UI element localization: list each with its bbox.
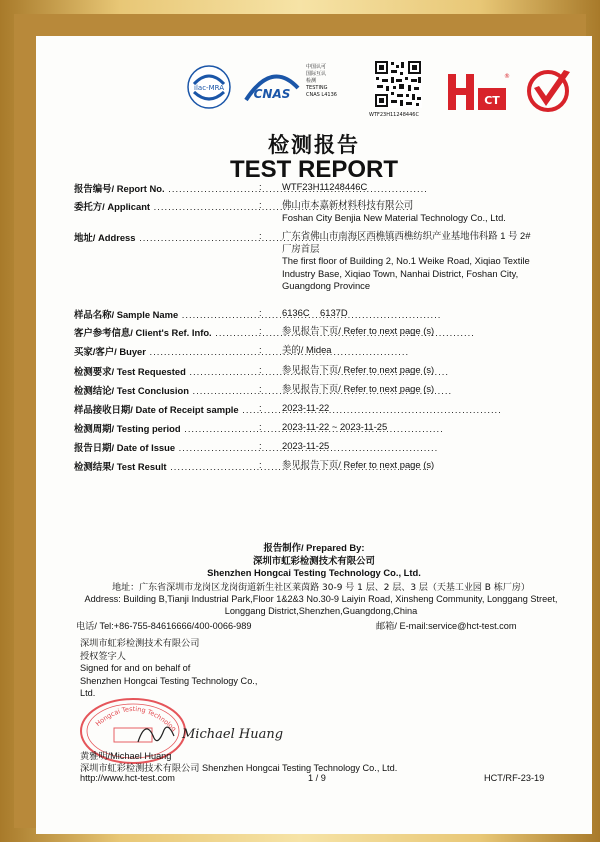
cnas-logo bbox=[242, 66, 302, 110]
field-value: 参见报告下页/ Refer to next page (s) bbox=[282, 325, 435, 336]
logo-bar bbox=[36, 56, 592, 136]
field-value: 佛山市本嘉新材料科技有限公司 Foshan City Benjia New Material Technology Co., Ltd. bbox=[282, 199, 506, 223]
prepared-heading: 报告制作/ Prepared By: bbox=[263, 542, 365, 553]
field-label: 样品名称/ Sample Name ..... bbox=[74, 307, 259, 321]
cnas-accreditation-text: 中国认可 国际互认 检测 TESTING CNAS L4136 bbox=[306, 64, 337, 98]
field-label: 报告日期/ Date of Issue ..... bbox=[74, 440, 259, 454]
title-chinese: 检测报告 bbox=[268, 133, 360, 157]
field-value: 2023-11-25 bbox=[282, 440, 330, 451]
prepared-company-en: Shenzhen Hongcai Testing Technology Co., Ltd. bbox=[207, 567, 421, 578]
prepared-by-block bbox=[36, 542, 592, 580]
signatory-company-line: 深圳市虹彩检测技术有限公司 Shenzhen Hongcai Testing Technology Co., Ltd. bbox=[80, 763, 398, 773]
contact-email[interactable]: 邮箱/ E-mail:service@hct-test.com bbox=[376, 621, 517, 631]
contact-phone: 电话/ Tel:+86-755-84616666/400-0066-989 bbox=[76, 621, 252, 631]
field-label: 客户参考信息/ Client's Ref. Info. ..... bbox=[74, 325, 259, 339]
field-label: 检测周期/ Testing period ..... bbox=[74, 421, 259, 435]
prepared-address-en: Address: Building B,Tianji Industrial Park,Floor 1&2&3 No.30-9 Laiyin Road, Xinsheng Community, Longgang Street, Longgang District,Shenzhen,Guangdong,China bbox=[84, 594, 558, 616]
signatory-name: 黄雅明/Michael Huang bbox=[80, 751, 172, 761]
svg-text:®: ® bbox=[504, 73, 510, 80]
field-label: 检测要求/ Test Requested ..... bbox=[74, 364, 259, 378]
footer-page-number: 1 / 9 bbox=[308, 773, 326, 783]
signatory-block bbox=[80, 637, 257, 700]
ilac-mra-logo bbox=[186, 64, 232, 110]
svg-text:CNAS: CNAS bbox=[253, 87, 291, 101]
field-value: 参见报告下页/ Refer to next page (s) bbox=[282, 364, 435, 375]
field-label: 买家/客户/ Buyer ..... bbox=[74, 344, 259, 358]
footer-url[interactable]: http://www.hct-test.com bbox=[80, 773, 175, 783]
svg-text:ilac-MRA: ilac-MRA bbox=[194, 84, 224, 92]
report-page: ilac-MRA CNAS 中国认可 国际互认 检测 TESTING CNAS L4136 WTF23H11248446C CT ® 检测报告 TEST REPORT 报告编号/ Report No. ..... : WTF23H11248446C 委托方/ Applicant ..... : 佛山市本嘉新材料科技有限公司 Foshan City Benjia New Material Technology Co., Ltd. 地址/ Address ..... : 广东省佛山市南海区西樵镇西樵纺织产业基地伟科路 1 号 2# 厂房首层 The first floor of Building 2, No.1 Weike Road, Xiqiao Textile Industry Base, Xiqiao Town, Nanhai District, Foshan City, Guangdong Province 样品名称/ Sample Name ..... : 6136C 6137D 客户参考信息/ Client's Ref. Info. ..... : 参见报告下页/ Refer to next page (s) 买家/客户/ Buyer ..... : 美的/ Midea 检测要求/ Test Requested ..... : 参见报告下页/ Refer to next page (s) 检测结论/ Test Conclusion ..... : 参见报告下页/ Refer to next page (s) 样品接收日期/ Date of Receipt sample ..... : 2023-11-22 检测周期/ Testing period ..... : 2023-11-22 ~ 2023-11-25 报告日期/ Date of Issue ..... : 2023-11-25 检测结果/ Test Result ..... : 参见报告下页/ Refer to next page (s) 报告制作/ Prepared By: 深圳市虹彩检测技术有限公司 Shenzhen Hongcai Testing Technology Co., Ltd. 地址：广东省深圳市龙岗区龙岗街道新生社区莱茵路 30-9 号 1 层、2 层、3 层（天基工业园 B 栋厂房） Address: Building B,Tianji Industrial Park,Floor 1&2&3 No.30-9 Laiyin Road, Xinsheng Community, Longgang Street, Longgang District,Shenzhen,Guangdong,China 电话/ Tel:+86-755-84616666/400-0066-989 邮箱/ E-mail:service@hct-test.com 深圳市虹彩检测技术有限公司 授权签字人 Signed for and on behalf of Shenzhen Hongcai Testing Technology Co., Ltd. Hongcai Testing Technolog Michael Huang 黄雅明/Michael Huang 深圳市虹彩检测技术有限公司 Shenzhen Hongcai Testing Technology Co., Ltd. http://www.hct-test.com 1 / 9 HCT/RF-23-19 bbox=[36, 36, 592, 834]
field-label: 检测结论/ Test Conclusion ..... bbox=[74, 383, 259, 397]
svg-text:Hongcai Testing Technology: Hongcai Testing Technolog bbox=[94, 704, 178, 734]
signatory-behalf-line: Signed for and on behalf of bbox=[80, 663, 191, 673]
prepared-company-cn: 深圳市虹彩检测技术有限公司 bbox=[253, 554, 375, 566]
field-value: 广东省佛山市南海区西樵镇西樵纺织产业基地伟科路 1 号 2# 厂房首层 The first floor of Building 2, No.1 Weike Road, Xiqiao Textile Industry Base, Xiqiao Town, Nanhai District, Foshan City, Guangdong Province bbox=[282, 230, 531, 291]
qr-caption: WTF23H11248446C bbox=[369, 112, 419, 118]
title-english: TEST REPORT bbox=[229, 156, 398, 183]
signatory-company-en: Shenzhen Hongcai Testing Technology Co., bbox=[80, 675, 258, 686]
footer-form-number: HCT/RF-23-19 bbox=[484, 773, 545, 783]
hct-check-logo bbox=[524, 66, 572, 114]
signatory-company-en-suffix: Ltd. bbox=[80, 688, 96, 698]
field-value: 2023-11-22 ~ 2023-11-25 bbox=[282, 421, 388, 432]
field-value: 参见报告下页/ Refer to next page (s) bbox=[282, 459, 435, 470]
field-value: WTF23H11248446C bbox=[282, 181, 368, 192]
field-label: 地址/ Address ..... bbox=[74, 230, 259, 244]
field-value: 美的/ Midea bbox=[282, 344, 332, 355]
frame-inner bbox=[14, 14, 586, 828]
field-label: 样品接收日期/ Date of Receipt sample ..... bbox=[74, 402, 259, 416]
field-value: 参见报告下页/ Refer to next page (s) bbox=[282, 383, 435, 394]
signatory-role-cn: 授权签字人 bbox=[80, 650, 126, 661]
svg-text:CT: CT bbox=[484, 94, 500, 107]
prepared-address-cn: 地址：广东省深圳市龙岗区龙岗街道新生社区莱茵路 30-9 号 1 层、2 层、3 层（天基工业园 B 栋厂房） bbox=[112, 583, 530, 593]
field-label: 检测结果/ Test Result ..... bbox=[74, 459, 259, 473]
signatory-company-cn: 深圳市虹彩检测技术有限公司 bbox=[80, 638, 200, 648]
qr-code[interactable] bbox=[374, 60, 422, 108]
svg-text:Michael Huang: Michael Huang bbox=[182, 727, 284, 742]
handwritten-signature bbox=[134, 712, 284, 752]
field-label: 报告编号/ Report No. ..... bbox=[74, 181, 259, 195]
hct-logo bbox=[444, 66, 508, 116]
field-label: 委托方/ Applicant ..... bbox=[74, 199, 259, 213]
field-value: 6136C 6137D bbox=[282, 307, 348, 318]
field-value: 2023-11-22 bbox=[282, 402, 330, 413]
